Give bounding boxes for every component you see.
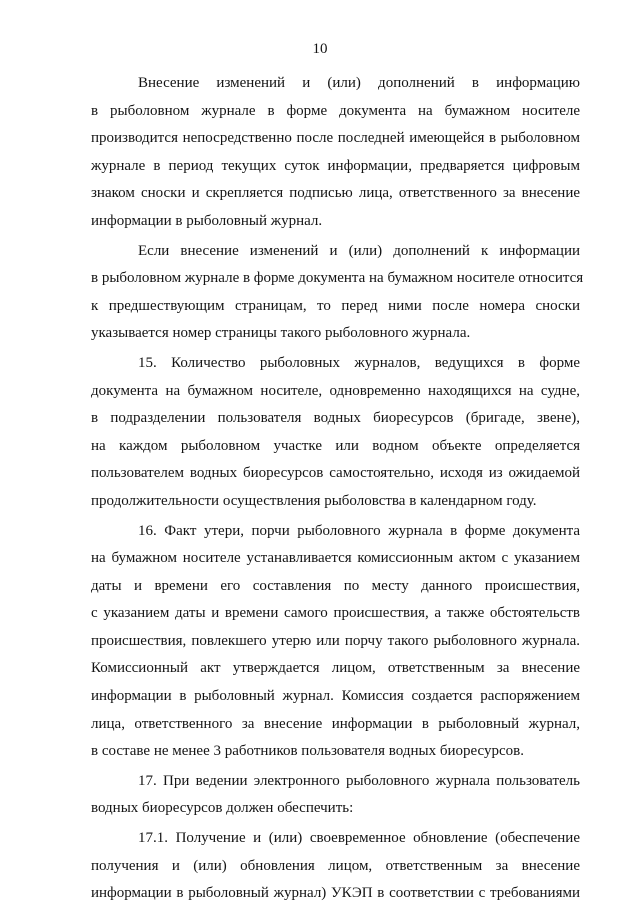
text-line: информации в рыболовный журнал) УКЭП в соответствии с требованиями [91,885,580,902]
text-line: 16. Факт утери, порчи рыболовного журнала в форме документа [138,522,580,539]
text-line: Комиссионный акт утверждается лицом, ответственным за внесение [91,660,580,677]
text-line: 17.1. Получение и (или) своевременное обновление (обеспечение [138,830,580,847]
text-line: в рыболовном журнале в форме документа на бумажном носителе относится [91,270,584,287]
text-line: лица, ответственного за внесение информации в рыболовный журнал, [91,715,580,732]
text-line: знаком сноски и скрепляется подписью лица, ответственного за внесение [91,185,580,202]
paragraph-previous-pages [91,238,584,348]
page-number: 10 [312,41,328,57]
document-body [91,70,584,905]
text-line: к предшествующим страницам, то перед ними после номера сноски [91,297,580,314]
paragraph-item-16 [91,518,580,766]
paragraph-amendments [91,70,580,236]
text-line: продолжительности осуществления рыболовства в календарном году. [91,492,537,509]
text-line: указывается номер страницы такого рыболовного журнала. [91,325,471,342]
text-line: с указанием даты и времени самого происшествия, а также обстоятельств [91,605,580,622]
text-line: в составе не менее 3 работников пользователя водных биоресурсов. [91,743,524,760]
text-line: Внесение изменений и (или) дополнений в информацию [138,75,580,91]
text-line: 17. При ведении электронного рыболовного журнала пользователь [138,772,580,789]
text-line: 15. Количество рыболовных журналов, ведущихся в форме [138,354,580,371]
paragraph-item-15 [91,350,580,516]
text-line: информации в рыболовный журнал. [91,212,323,229]
text-line: получения и (или) обновления лицом, ответственным за внесение [91,857,580,874]
text-line: производится непосредственно после последней имеющейся в рыболовном [91,130,580,147]
text-line: на бумажном носителе устанавливается комиссионным актом с указанием [91,550,580,567]
text-line: документа на бумажном носителе, одновременно находящихся на судне, [91,382,580,399]
text-line: на каждом рыболовном участке или водном объекте определяется [91,437,580,454]
text-line: даты и времени его составления по месту данного происшествия, [91,577,580,594]
text-line: водных биоресурсов должен обеспечить: [91,800,354,817]
text-line: происшествия, повлекшего утерю или порчу такого рыболовного журнала. [91,632,580,649]
paragraph-item-17-1 [91,825,580,905]
text-line: в рыболовном журнале в форме документа на бумажном носителе [91,102,580,119]
text-line: информации в рыболовный журнал. Комиссия создается распоряжением [91,688,580,705]
text-line: в подразделении пользователя водных биоресурсов (бригаде, звене), [91,410,580,427]
paragraph-item-17 [91,768,580,823]
text-line: журнале в период текущих суток информации, предваряется цифровым [91,157,580,174]
text-line: Если внесение изменений и (или) дополнений к информации [138,242,580,259]
text-line: пользователем водных биоресурсов самостоятельно, исходя из ожидаемой [91,465,580,482]
